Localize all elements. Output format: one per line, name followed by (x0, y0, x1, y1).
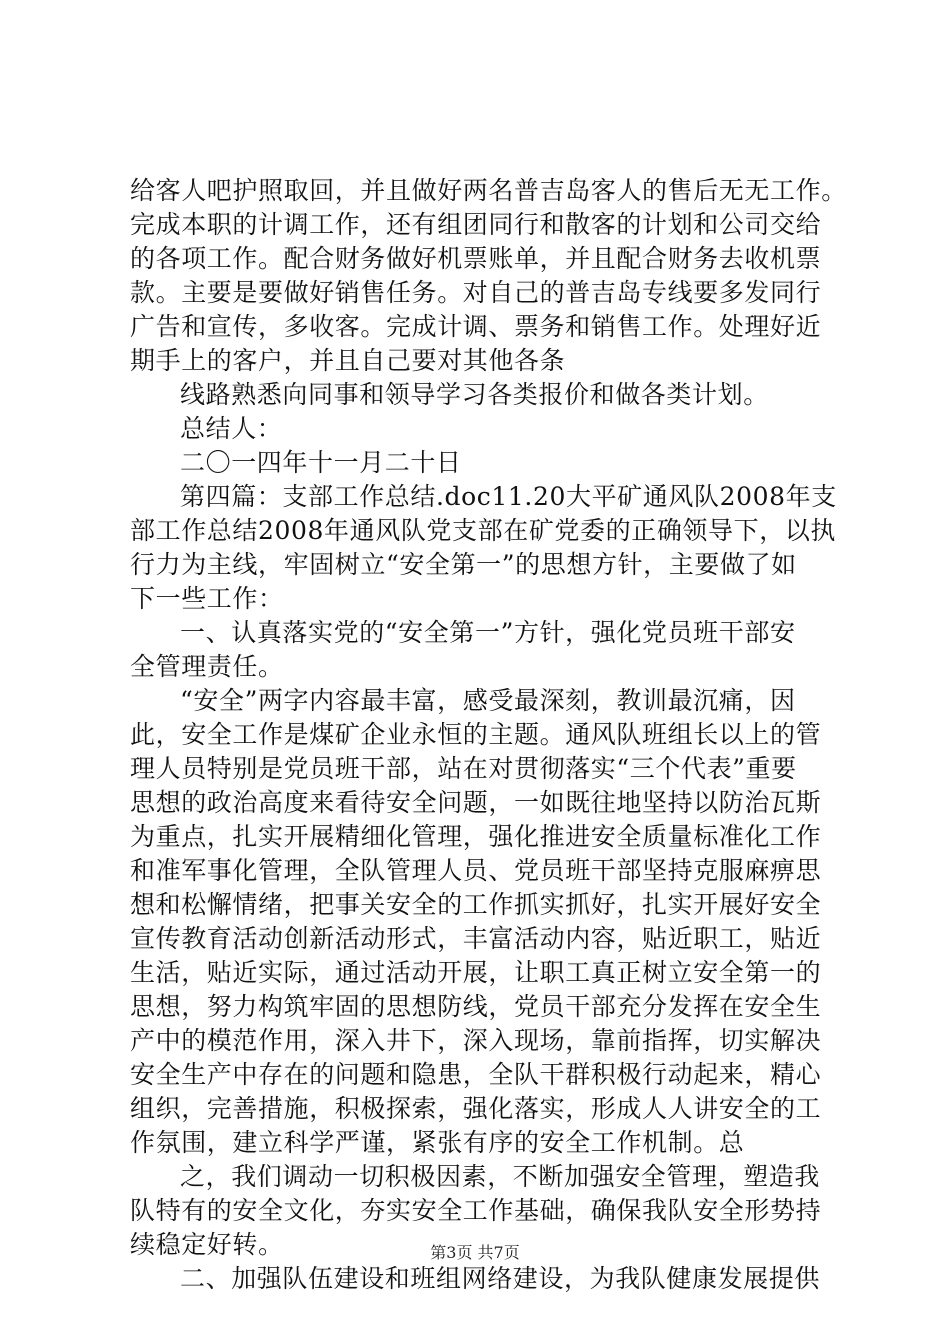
text-line: 行力为主线，牢固树立“安全第一”的思想方针，主要做了如 (130, 550, 797, 579)
text-line: 期手上的客户，并且自己要对其他各条 (130, 346, 566, 375)
page-number-footer: 第3页 共7页 (430, 1243, 520, 1262)
text-line: 部工作总结2008年通风队党支部在矿党委的正确领导下，以执 (130, 516, 837, 545)
text-line: 续稳定好转。 (130, 1230, 284, 1259)
text-line: 作氛围，建立科学严谨，紧张有序的安全工作机制。总 (130, 1128, 745, 1157)
text-line: 组织，完善措施，积极探索，强化落实，形成人人讲安全的工 (130, 1094, 822, 1123)
text-line: 安全生产中存在的问题和隐患，全队干群积极行动起来，精心 (130, 1060, 822, 1089)
text-line: 此，安全工作是煤矿企业永恒的主题。通风队班组长以上的管 (130, 720, 822, 749)
text-line: 队特有的安全文化，夯实安全工作基础，确保我队安全形势持 (130, 1196, 822, 1225)
text-line: 生活，贴近实际，通过活动开展，让职工真正树立安全第一的 (130, 958, 822, 987)
text-line: 产中的模范作用，深入井下，深入现场，靠前指挥，切实解决 (130, 1026, 822, 1055)
text-line: 的各项工作。配合财务做好机票账单，并且配合财务去收机票 (130, 244, 822, 273)
text-line: 给客人吧护照取回，并且做好两名普吉岛客人的售后无无工作。 (130, 176, 847, 205)
text-line: 全管理责任。 (130, 652, 284, 681)
text-line: 宣传教育活动创新活动形式，丰富活动内容，贴近职工，贴近 (130, 924, 822, 953)
text-line: 和准军事化管理，全队管理人员、党员班干部坚持克服麻痹思 (130, 856, 822, 885)
text-line: 广告和宣传，多收客。完成计调、票务和销售工作。处理好近 (130, 312, 822, 341)
text-line: 下一些工作： (130, 584, 284, 613)
text-line: 二、加强队伍建设和班组网络建设，为我队健康发展提供 (180, 1264, 821, 1293)
text-line: “安全”两字内容最丰富，感受最深刻，教训最沉痛，因 (180, 686, 796, 715)
text-line: 思想，努力构筑牢固的思想防线，党员干部充分发挥在安全生 (130, 992, 822, 1021)
text-line: 第四篇：支部工作总结.doc11.20大平矿通风队2008年支 (180, 482, 837, 511)
text-line: 线路熟悉向同事和领导学习各类报价和做各类计划。 (180, 380, 769, 409)
text-line: 二〇一四年十一月二十日 (180, 448, 462, 477)
text-line: 想和松懈情绪，把事关安全的工作抓实抓好，扎实开展好安全 (130, 890, 822, 919)
text-line: 为重点，扎实开展精细化管理，强化推进安全质量标准化工作 (130, 822, 822, 851)
text-line: 一、认真落实党的“安全第一”方针，强化党员班干部安 (180, 618, 796, 647)
text-line: 思想的政治高度来看待安全问题，一如既往地坚持以防治瓦斯 (130, 788, 822, 817)
text-line: 总结人： (180, 414, 283, 443)
text-line: 理人员特别是党员班干部，站在对贯彻落实“三个代表”重要 (130, 754, 797, 783)
text-line: 之，我们调动一切积极因素，不断加强安全管理，塑造我 (180, 1162, 821, 1191)
text-line: 款。主要是要做好销售任务。对自己的普吉岛专线要多发同行 (130, 278, 822, 307)
text-line: 完成本职的计调工作，还有组团同行和散客的计划和公司交给 (130, 210, 822, 239)
document-body (130, 174, 847, 1296)
